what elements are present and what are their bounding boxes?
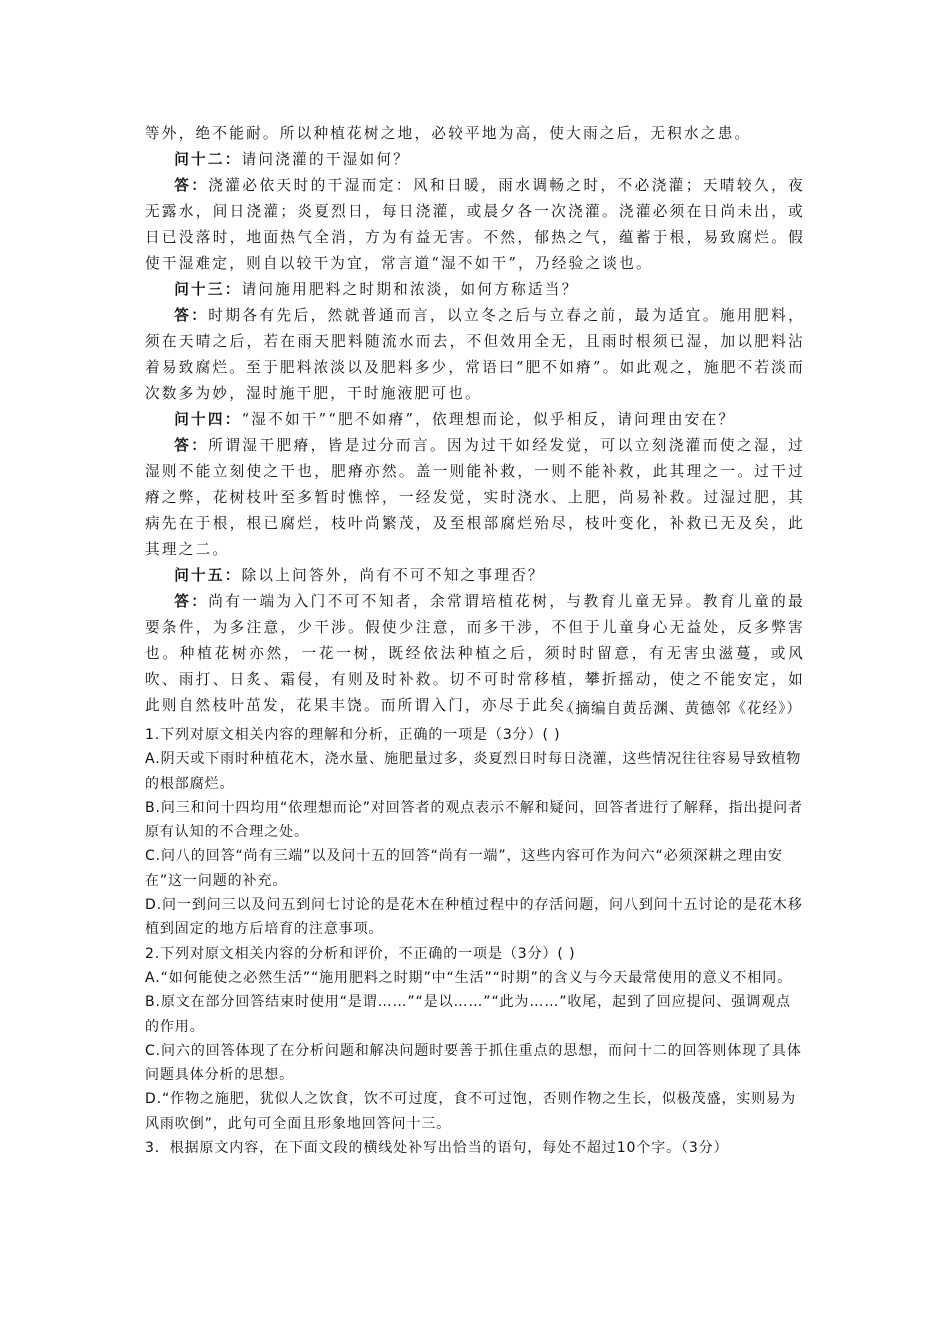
exercise-1-option-a: A.阴天或下雨时种植花木，浇水量、施肥量过多，炎夏烈日时每日浇灌，这些情况往往容易导致植物的根部腐烂。 (145, 751, 802, 792)
exercise-2-stem: 2.下列对原文相关内容的分析和评价，不正确的一项是（3分）( ) (145, 945, 576, 962)
exercise-2-option-a: A.“如何能使之必然生活”“施用肥料之时期”中“生活”“时期”的含义与今天最常使用的意义不相同。 (145, 969, 793, 986)
exercise-2-option-c: C.问六的回答体现了在分析问题和解决问题时要善于抓住重点的思想，而问十二的回答则体现了具体问题具体分析的思想。 (145, 1042, 802, 1084)
question-14 (145, 407, 805, 433)
question-text: “湿不如干”“肥不如瘠”，依理想而论，似乎相反，请问理由安在？ (241, 411, 736, 428)
question-text: 请问施用肥料之时期和浓淡，如何方称适当？ (241, 281, 579, 298)
answer-12 (145, 173, 805, 277)
answer-text: 浇灌必依天时的干湿而定：风和日暖，雨水调畅之时，不必浇灌；天晴较久，夜无露水，间日浇灌；炎夏烈日，每日浇灌，或晨夕各一次浇灌。浇灌必须在日尚未出，或日已没落时，地面热气全消，方为有益无害。不然，郁热之气，蕴蓄于根，易致腐烂。假使干湿难定，则自以较干为宜，常言道“湿不如干”，乃经验之谈也。 (145, 177, 805, 272)
question-text: 请问浇灌的干湿如何？ (241, 151, 411, 168)
answer-14 (145, 433, 805, 563)
answer-label: 答： (174, 307, 209, 324)
question-12 (145, 147, 805, 173)
answer-text: 尚有一端为入门不可不知者，余常谓培植花树，与教育儿童无异。教育儿童的最要条件，为多注意，少干涉。假使少注意，而多干涉，不但于儿童身心无益处，反多弊害也。种植花树亦然，一花一树，既经依法种植之后，须时时留意，有无害虫滋蔓，或风吹、雨打、日炙、霜侵，有则及时补救。切不可时常移植，攀折摇动，使之不能安定，如此则自然枝叶茁发，花果丰饶。而所谓入门，亦尽于此矣。 (145, 593, 805, 714)
answer-label: 答： (174, 177, 209, 194)
question-label: 问十四： (174, 411, 242, 428)
question-13 (145, 277, 805, 303)
answer-text: 时期各有先后，然就普通而言，以立冬之后与立春之前，最为适宜。施用肥料，须在天晴之后，若在雨天肥料随流水而去，不但效用全无，且雨时根须已湿，加以肥料沾着易致腐烂。至于肥料浓淡以及肥料多少，常语曰“肥不如瘠”。如此观之，施肥不若淡而次数多为妙，湿时施干肥，干时施液肥可也。 (145, 307, 805, 402)
passage-body (145, 121, 805, 719)
answer-13 (145, 303, 805, 407)
source-citation: （摘编自黄岳渊、黄德邻《花经》） (559, 700, 802, 717)
exercise-1-option-c: C.问八的回答“尚有三端”以及问十五的回答“尚有一端”，这些内容可作为问六“必须深耕之理由安在”这一问题的补充。 (145, 848, 783, 889)
exercise-1-option-b: B.问三和问十四均用“依理想而论”对回答者的观点表示不解和疑问，回答者进行了解释，指出提问者原有认知的不合理之处。 (145, 799, 803, 841)
answer-label: 答： (174, 593, 209, 610)
question-text: 除以上问答外，尚有不可不知之事理否？ (241, 567, 545, 584)
question-label: 问十二： (174, 151, 242, 168)
question-15 (145, 563, 805, 589)
passage-continuation: 等外，绝不能耐。所以种植花树之地，必较平地为高，使大雨之后，无积水之患。 (145, 125, 752, 142)
exercise-2-option-d: D.“作物之施肥，犹似人之饮食，饮不可过度，食不可过饱，否则作物之生长，似极茂盛，实则易为风雨吹倒”，此句可全面且形象地回答问十三。 (145, 1091, 796, 1132)
question-label: 问十五： (174, 567, 242, 584)
answer-text: 所谓湿干肥瘠，皆是过分而言。因为过干如经发觉，可以立刻浇灌而使之湿，过湿则不能立刻使之干也，肥瘠亦然。盖一则能补救，一则不能补救，此其理之一。过干过瘠之弊，花树枝叶至多暂时憔悴，一经发觉，实时浇水、上肥，尚易补救。过湿过肥，其病先在于根，根已腐烂，枝叶尚繁茂，及至根部腐烂殆尽，枝叶变化，补救已无及矣，此其理之二。 (145, 437, 805, 558)
exercise-2-option-b: B.原文在部分回答结束时使用“是谓……”“是以……”“此为……”收尾，起到了回应提问、强调观点的作用。 (145, 994, 791, 1035)
exercise-section (145, 723, 805, 1160)
answer-label: 答： (174, 437, 209, 454)
question-label: 问十三： (174, 281, 242, 298)
exercise-3-stem: 3．根据原文内容，在下面文段的横线处补写出恰当的语句，每处不超过10个字。（3分） (145, 1140, 729, 1157)
exercise-1-option-d: D.问一到问三以及问五到问七讨论的是花木在种植过程中的存活问题，问八到问十五讨论的是花木移植到固定的地方后培育的注意事项。 (145, 897, 803, 938)
exercise-1-stem: 1.下列对原文相关内容的理解和分析，正确的一项是（3分）( ) (145, 727, 561, 743)
